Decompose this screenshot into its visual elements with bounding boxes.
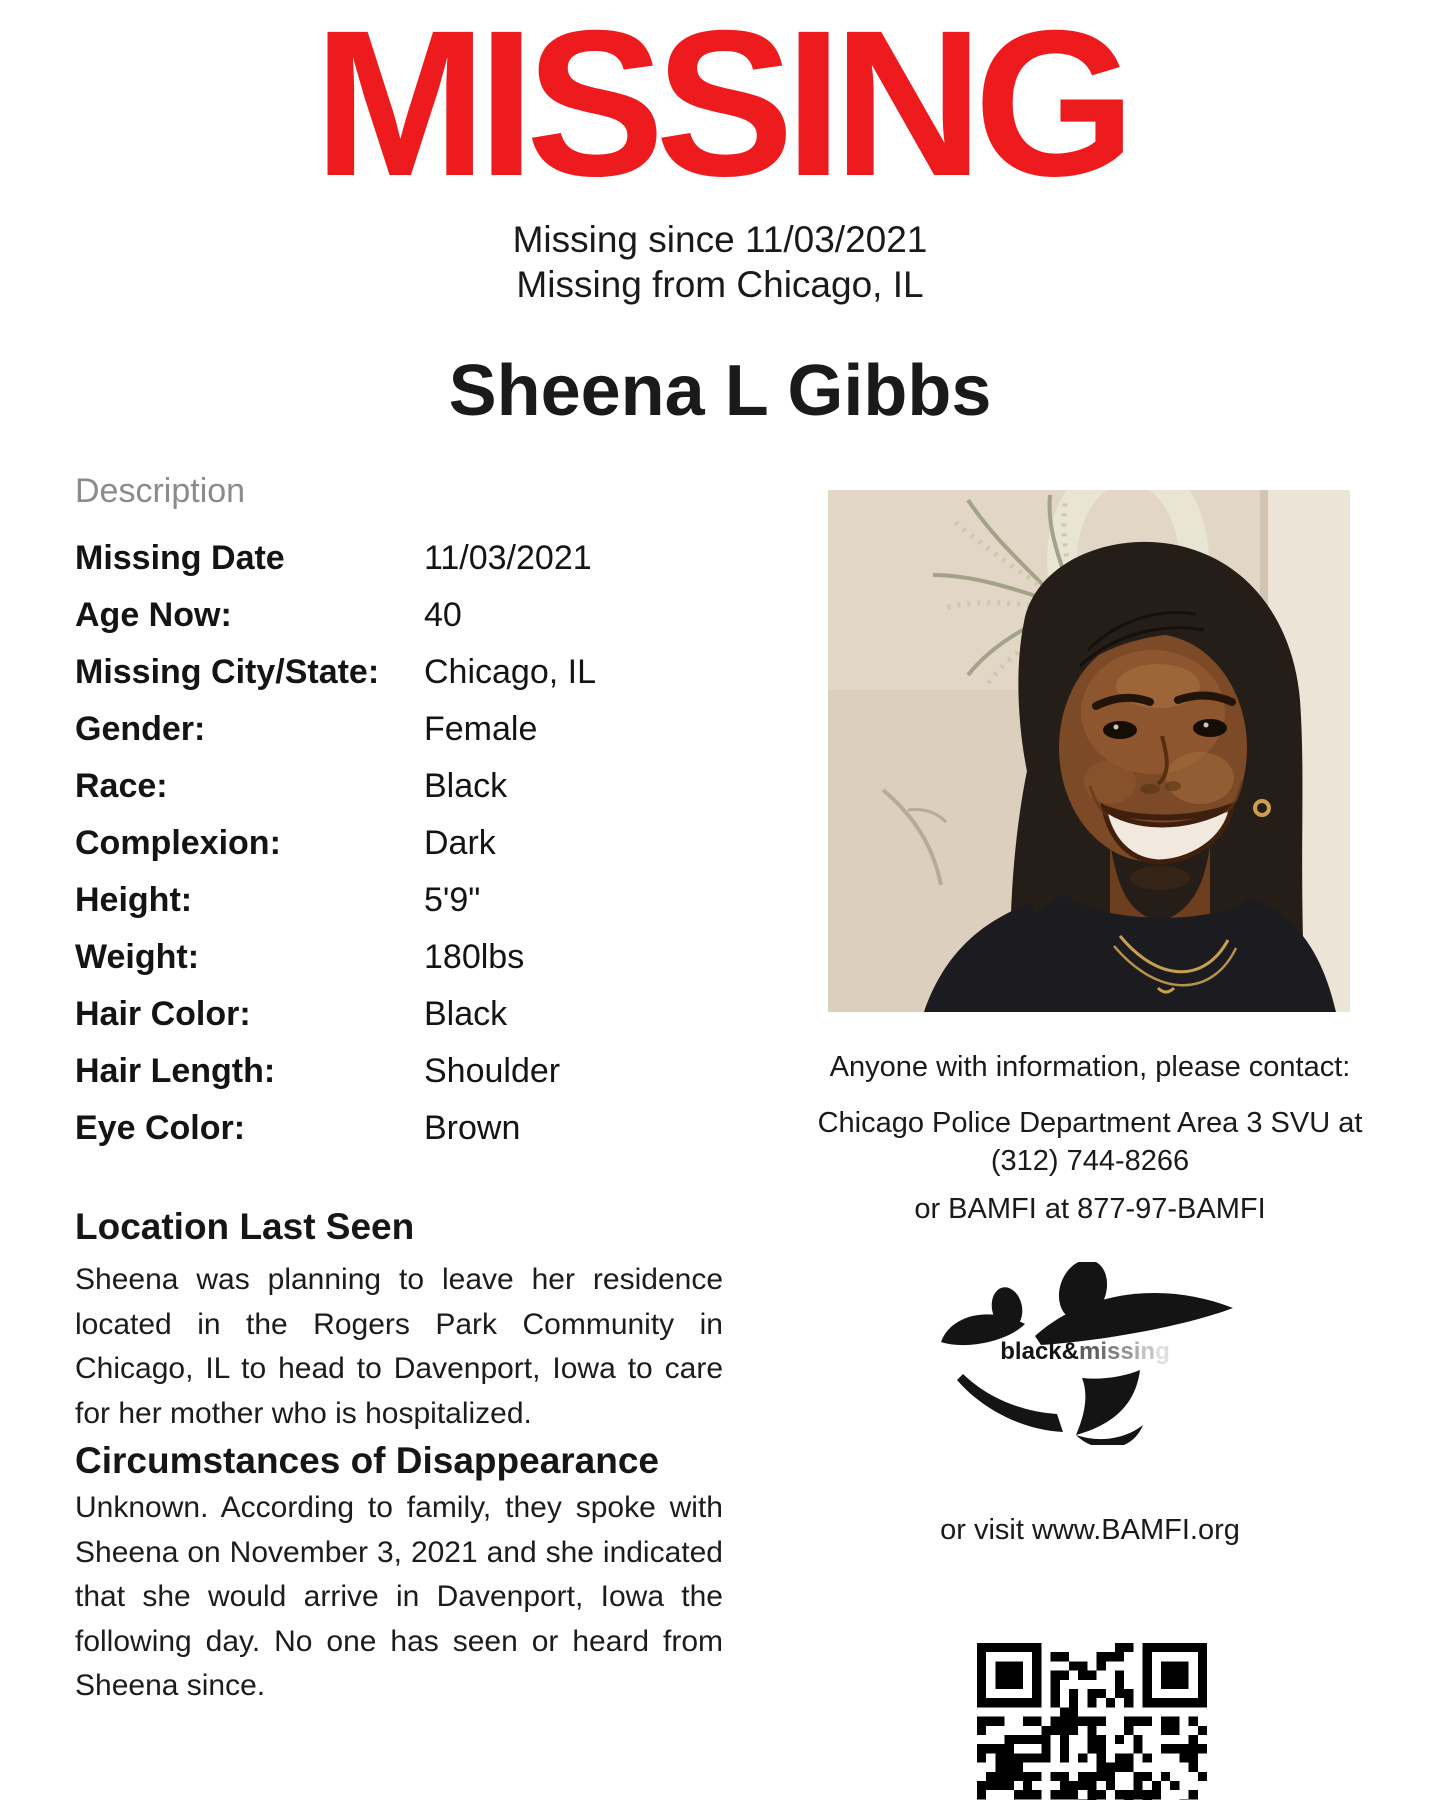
field-value: Dark xyxy=(424,824,496,862)
description-row xyxy=(75,1100,596,1157)
description-row xyxy=(75,701,596,758)
field-label: Missing Date xyxy=(75,539,285,577)
logo-text-missing: missing xyxy=(1078,1338,1170,1365)
black-and-missing-logo xyxy=(935,1262,1235,1445)
description-row xyxy=(75,758,596,815)
field-value: 11/03/2021 xyxy=(424,539,592,577)
description-label: Description xyxy=(75,472,246,510)
contact-police-block xyxy=(768,1104,1412,1180)
field-label: Eye Color: xyxy=(75,1109,246,1147)
field-label: Missing City/State: xyxy=(75,653,380,691)
contact-phone: (312) 744-8266 xyxy=(990,1145,1190,1177)
description-row xyxy=(75,530,596,587)
field-value: 5'9" xyxy=(424,881,481,919)
description-row xyxy=(75,644,596,701)
poster-subtitle xyxy=(0,217,1440,307)
field-label: Weight: xyxy=(75,938,200,976)
description-row xyxy=(75,1043,596,1100)
field-value: Shoulder xyxy=(424,1052,561,1090)
circumstances-body: Unknown. According to family, they spoke with Sheena on November 3, 2021 and she indicated that she would arrive in Davenport, Iowa the following day. No one has seen or heard from Sheena since. xyxy=(75,1491,723,1702)
field-value: 180lbs xyxy=(424,938,525,976)
field-value: Black xyxy=(424,995,508,1033)
field-label: Complexion: xyxy=(75,824,281,862)
circumstances-heading: Circumstances of Disappearance xyxy=(75,1440,660,1481)
field-value: 40 xyxy=(424,596,462,634)
visit-line: or visit www.BAMFI.org xyxy=(940,1514,1240,1546)
logo-text xyxy=(985,1338,1185,1366)
missing-from-line: Missing from Chicago, IL xyxy=(516,264,924,305)
field-label: Gender: xyxy=(75,710,206,748)
field-value: Chicago, IL xyxy=(424,653,596,691)
missing-since-line: Missing since 11/03/2021 xyxy=(512,219,928,260)
missing-person-photo xyxy=(828,490,1350,1012)
description-row xyxy=(75,872,596,929)
field-label: Race: xyxy=(75,767,168,805)
location-last-seen-heading: Location Last Seen xyxy=(75,1206,415,1247)
poster-title: MISSING xyxy=(313,0,1127,220)
location-last-seen-body: Sheena was planning to leave her residence located in the Rogers Park Community in Chicago, IL to head to Davenport, Iowa to care for her mother who is hospitalized. xyxy=(75,1263,723,1430)
field-label: Height: xyxy=(75,881,193,919)
field-value: Black xyxy=(424,767,508,805)
description-row xyxy=(75,929,596,986)
field-label: Age Now: xyxy=(75,596,232,634)
person-name: Sheena L Gibbs xyxy=(448,351,992,431)
field-label: Hair Color: xyxy=(75,995,251,1033)
description-row xyxy=(75,587,596,644)
contact-police: Chicago Police Department Area 3 SVU at xyxy=(817,1107,1363,1139)
qr-code xyxy=(977,1643,1207,1800)
description-row xyxy=(75,986,596,1043)
logo-text-black: black xyxy=(1000,1338,1062,1365)
contact-intro: Anyone with information, please contact: xyxy=(829,1051,1351,1083)
contact-bamfi: or BAMFI at 877-97-BAMFI xyxy=(914,1193,1266,1225)
field-value: Female xyxy=(424,710,538,748)
field-value: Brown xyxy=(424,1109,521,1147)
description-fields xyxy=(75,530,596,1157)
logo-text-amp: & xyxy=(1061,1338,1079,1365)
description-row xyxy=(75,815,596,872)
field-label: Hair Length: xyxy=(75,1052,276,1090)
